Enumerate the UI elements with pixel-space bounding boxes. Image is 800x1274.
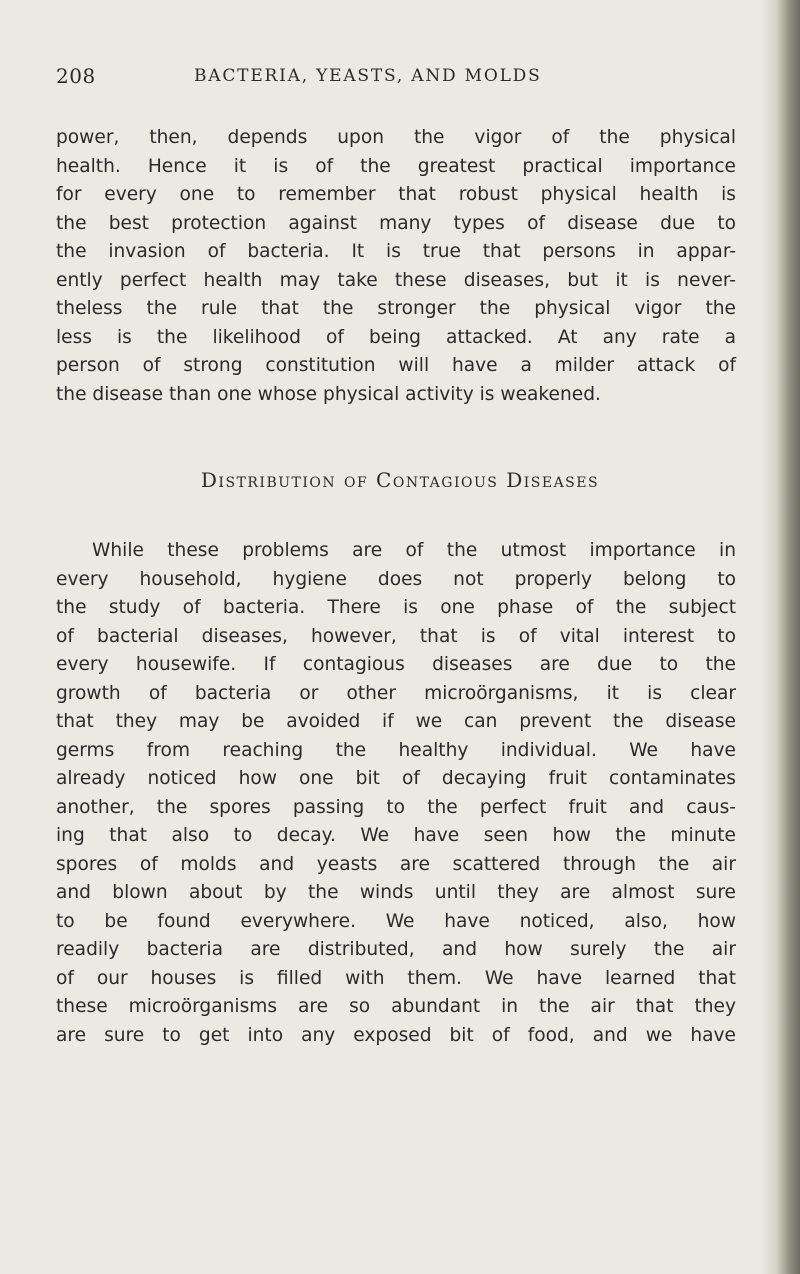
text-line: power, then, depends upon the vigor of the physical — [56, 127, 736, 148]
text-line: already noticed how one bit of decaying fruit contaminates — [56, 768, 736, 789]
page-header — [56, 64, 736, 92]
text-line: the invasion of bacteria. It is true that persons in appar- — [56, 241, 736, 262]
text-line: and blown about by the winds until they are almost sure — [56, 882, 736, 903]
text-line: are sure to get into any exposed bit of food, and we have — [56, 1024, 736, 1046]
text-line: spores of molds and yeasts are scattered through the air — [56, 853, 736, 875]
text-line: the best protection against many types of disease due to — [56, 212, 736, 234]
text-line: readily bacteria are distributed, and how surely the air — [56, 939, 736, 960]
text-line: While these problems are of the utmost importance in — [92, 540, 736, 561]
text-line: the study of bacteria. There is one phase of the subject — [56, 597, 736, 618]
paragraph-2 — [56, 537, 736, 1050]
text-line: person of strong constitution will have a milder attack of — [56, 355, 736, 376]
text-line: of our houses is filled with them. We have learned that — [56, 967, 736, 989]
text-line: that they may be avoided if we can prevent the disease — [56, 711, 736, 732]
text-line: health. Hence it is of the greatest practical importance — [56, 155, 736, 177]
page-number: 208 — [56, 64, 96, 88]
text-line: another, the spores passing to the perfect fruit and caus- — [56, 796, 736, 818]
text-line: theless the rule that the stronger the physical vigor the — [56, 298, 736, 319]
paragraph-1 — [56, 124, 736, 409]
text-line: every housewife. If contagious diseases are due to the — [56, 654, 736, 675]
page-edge-shadow — [760, 0, 800, 1274]
text-line: ently perfect health may take these diseases, but it is never- — [56, 269, 736, 291]
section-heading: Distribution of Contagious Diseases — [200, 468, 600, 492]
text-line: these microörganisms are so abundant in the air that they — [56, 996, 736, 1017]
text-line: less is the likelihood of being attacked. At any rate a — [56, 326, 736, 348]
text-line: to be found everywhere. We have noticed, also, how — [56, 910, 736, 932]
running-head: BACTERIA, YEASTS, AND MOLDS — [194, 66, 542, 86]
text-line: growth of bacteria or other microörganisms, it is clear — [56, 682, 736, 704]
text-line: germs from reaching the healthy individual. We have — [56, 739, 736, 761]
text-line: of bacterial diseases, however, that is of vital interest to — [56, 625, 736, 647]
text-line: for every one to remember that robust physical health is — [56, 184, 736, 205]
text-line: ing that also to decay. We have seen how the minute — [56, 825, 736, 846]
text-line: the disease than one whose physical activity is weakened. — [56, 383, 601, 405]
text-line: every household, hygiene does not properly belong to — [56, 568, 736, 590]
